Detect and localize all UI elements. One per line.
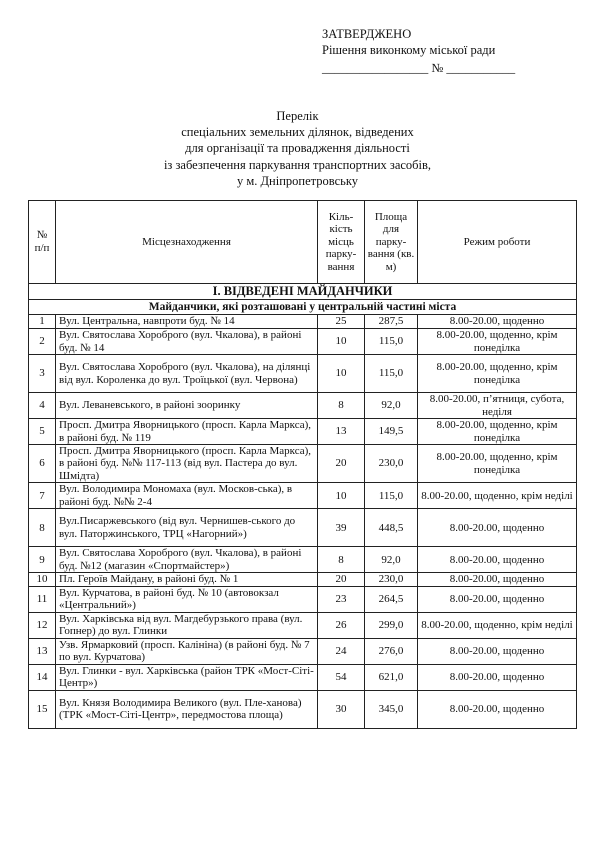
row-count: 23 — [318, 586, 365, 612]
parking-table — [28, 200, 577, 729]
row-area: 92,0 — [365, 393, 418, 419]
table-row — [29, 419, 577, 445]
row-location: Вул. Володимира Мономаха (вул. Москов-ська), в районі буд. №№ 2-4 — [56, 483, 318, 509]
row-area: 115,0 — [365, 329, 418, 355]
header-schedule: Режим роботи — [418, 201, 577, 284]
row-area: 299,0 — [365, 612, 418, 638]
row-area: 115,0 — [365, 355, 418, 393]
heading-line: спеціальних земельних ділянок, відведених — [181, 125, 414, 140]
row-area: 230,0 — [365, 445, 418, 483]
table-row — [29, 509, 577, 547]
row-location: Просп. Дмитра Яворницького (просп. Карла Маркса), в районі буд. №№ 117-113 (від вул. Пастера до вул. Шмідта) — [56, 445, 318, 483]
row-num: 9 — [29, 547, 56, 573]
row-count: 10 — [318, 355, 365, 393]
row-location: Вул. Князя Володимира Великого (вул. Пле-ханова) (ТРК «Мост-Сіті-Центр», передмостова площа) — [56, 690, 318, 728]
table-row — [29, 445, 577, 483]
header-location: Місцезнаходження — [56, 201, 318, 284]
row-num: 1 — [29, 315, 56, 329]
row-num: 8 — [29, 509, 56, 547]
row-location: Узв. Ярмарковий (просп. Калініна) (в районі буд. № 7 по вул. Курчатова) — [56, 638, 318, 664]
row-count: 39 — [318, 509, 365, 547]
table-row — [29, 329, 577, 355]
row-location: Пл. Героїв Майдану, в районі буд. № 1 — [56, 573, 318, 586]
row-schedule: 8.00-20.00, щоденно, крім понеділка — [418, 445, 577, 483]
row-location: Вул. Святослава Хороброго (вул. Чкалова), на ділянці від вул. Короленка до вул. Троїцької (вул. Червона) — [56, 355, 318, 393]
row-num: 4 — [29, 393, 56, 419]
row-num: 3 — [29, 355, 56, 393]
approval-blank-line: _________________ № ___________ — [322, 61, 516, 75]
approval-block — [322, 26, 515, 76]
row-area: 621,0 — [365, 664, 418, 690]
table-row — [29, 573, 577, 586]
row-area: 276,0 — [365, 638, 418, 664]
row-area: 264,5 — [365, 586, 418, 612]
row-count: 25 — [318, 315, 365, 329]
row-schedule: 8.00-20.00, щоденно — [418, 547, 577, 573]
row-location: Вул. Леваневського, в районі зооринку — [56, 393, 318, 419]
row-schedule: 8.00-20.00, щоденно — [418, 638, 577, 664]
row-schedule: 8.00-20.00, щоденно, крім понеділка — [418, 329, 577, 355]
row-num: 14 — [29, 664, 56, 690]
row-count: 30 — [318, 690, 365, 728]
table-row — [29, 664, 577, 690]
row-location: Просп. Дмитра Яворницького (просп. Карла Маркса), в районі буд. № 119 — [56, 419, 318, 445]
header-num: № п/п — [29, 201, 56, 284]
row-location: Вул. Харківська від вул. Магдебурзького права (вул. Гопнер) до вул. Глинки — [56, 612, 318, 638]
table-row — [29, 315, 577, 329]
row-num: 6 — [29, 445, 56, 483]
row-count: 8 — [318, 393, 365, 419]
approval-title: ЗАТВЕРДЖЕНО — [322, 27, 412, 41]
row-count: 10 — [318, 483, 365, 509]
heading-line: у м. Дніпропетровську — [237, 173, 358, 188]
row-num: 15 — [29, 690, 56, 728]
table-row — [29, 638, 577, 664]
row-num: 13 — [29, 638, 56, 664]
row-num: 7 — [29, 483, 56, 509]
row-num: 10 — [29, 573, 56, 586]
subsection-title: Майданчики, які розташовані у центральній частині міста — [29, 300, 577, 315]
row-schedule: 8.00-20.00, щоденно — [418, 664, 577, 690]
subsection-title-row — [29, 300, 577, 315]
row-schedule: 8.00-20.00, щоденно — [418, 509, 577, 547]
header-area: Площа для парку-вання (кв. м) — [365, 201, 418, 284]
row-location: Вул. Святослава Хороброго (вул. Чкалова), в районі буд. №12 (магазин «Спортмайстер») — [56, 547, 318, 573]
heading-line: для організації та провадження діяльності — [185, 141, 410, 156]
row-count: 54 — [318, 664, 365, 690]
row-schedule: 8.00-20.00, щоденно, крім неділі — [418, 483, 577, 509]
row-count: 20 — [318, 445, 365, 483]
row-location: Вул. Глинки - вул. Харківська (район ТРК «Мост-Сіті-Центр») — [56, 664, 318, 690]
row-num: 11 — [29, 586, 56, 612]
row-schedule: 8.00-20.00, щоденно — [418, 315, 577, 329]
row-count: 24 — [318, 638, 365, 664]
table-row — [29, 586, 577, 612]
table-row — [29, 355, 577, 393]
row-area: 115,0 — [365, 483, 418, 509]
row-schedule: 8.00-20.00, щоденно, крім понеділка — [418, 355, 577, 393]
row-schedule: 8.00-20.00, щоденно, крім неділі — [418, 612, 577, 638]
section-title-row — [29, 284, 577, 300]
table-row — [29, 393, 577, 419]
table-row — [29, 483, 577, 509]
row-schedule: 8.00-20.00, п’ятниця, субота, неділя — [418, 393, 577, 419]
row-schedule: 8.00-20.00, щоденно — [418, 586, 577, 612]
row-location: Вул.Писаржевського (від вул. Чернишев-ського до вул. Паторжинського, ТРЦ «Нагорний») — [56, 509, 318, 547]
table-row — [29, 547, 577, 573]
row-area: 287,5 — [365, 315, 418, 329]
section-title: І. ВІДВЕДЕНІ МАЙДАНЧИКИ — [29, 284, 577, 300]
table-row — [29, 612, 577, 638]
row-area: 149,5 — [365, 419, 418, 445]
row-count: 8 — [318, 547, 365, 573]
row-num: 2 — [29, 329, 56, 355]
row-schedule: 8.00-20.00, щоденно — [418, 573, 577, 586]
row-num: 5 — [29, 419, 56, 445]
row-location: Вул. Центральна, навпроти буд. № 14 — [56, 315, 318, 329]
document-heading — [0, 108, 595, 189]
row-schedule: 8.00-20.00, щоденно — [418, 690, 577, 728]
row-area: 448,5 — [365, 509, 418, 547]
table-header-row — [29, 201, 577, 284]
row-location: Вул. Святослава Хороброго (вул. Чкалова), в районі буд. № 14 — [56, 329, 318, 355]
row-count: 20 — [318, 573, 365, 586]
row-count: 10 — [318, 329, 365, 355]
row-count: 13 — [318, 419, 365, 445]
row-num: 12 — [29, 612, 56, 638]
row-area: 230,0 — [365, 573, 418, 586]
table-row — [29, 690, 577, 728]
row-count: 26 — [318, 612, 365, 638]
row-area: 92,0 — [365, 547, 418, 573]
header-count: Кіль-кість місць парку-вання — [318, 201, 365, 284]
row-area: 345,0 — [365, 690, 418, 728]
heading-line: із забезпечення паркування транспортних засобів, — [163, 157, 432, 172]
heading-line: Перелік — [276, 109, 319, 123]
approval-decision: Рішення виконкому міської ради — [322, 43, 496, 57]
row-location: Вул. Курчатова, в районі буд. № 10 (автовокзал «Центральний») — [56, 586, 318, 612]
row-schedule: 8.00-20.00, щоденно, крім понеділка — [418, 419, 577, 445]
